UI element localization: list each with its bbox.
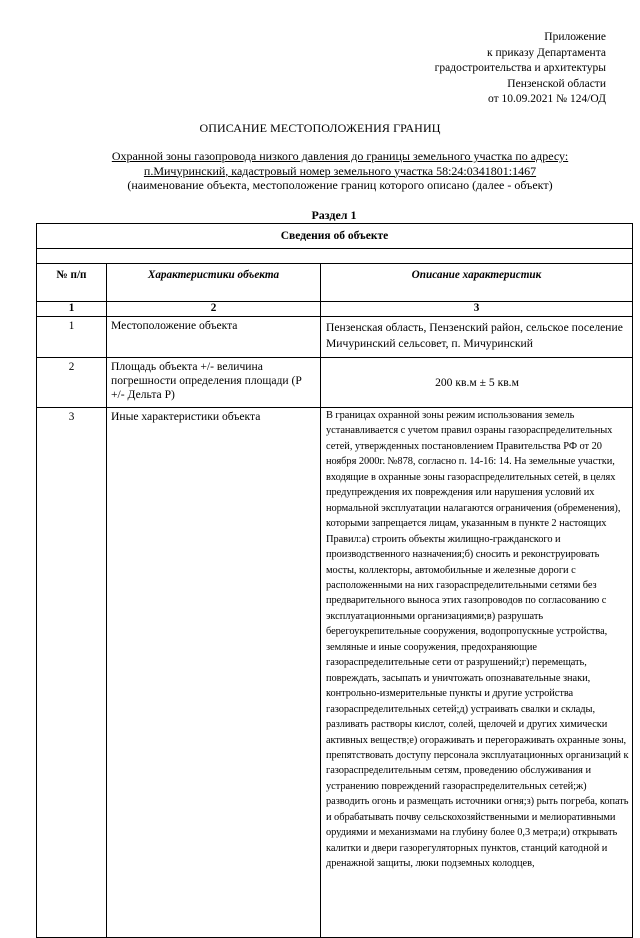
row-number: 3 xyxy=(37,408,107,938)
row-characteristic: Иные характеристики объекта xyxy=(107,408,321,938)
approval-line-2: к приказу Департамента xyxy=(487,46,606,59)
row-description: Пензенская область, Пензенский район, сельское поселение Мичуринский сельсовет, п. Мичуринский xyxy=(321,317,633,358)
approval-line-3: градостроительства и архитектуры xyxy=(434,62,606,75)
section-label: Раздел 1 xyxy=(311,208,357,222)
column-header-description: Описание характеристик xyxy=(321,264,633,302)
column-number-row xyxy=(37,302,633,317)
column-header-num: № п/п xyxy=(37,264,107,302)
column-number-2: 2 xyxy=(107,302,321,317)
row-characteristic: Площадь объекта +/- величина погрешности определения площади (Р +/- Дельта Р) xyxy=(107,358,321,408)
column-number-1: 1 xyxy=(37,302,107,317)
table-row xyxy=(37,358,633,408)
table-row xyxy=(37,317,633,358)
approval-line-1: Приложение xyxy=(544,31,606,43)
row-description: 200 кв.м ± 5 кв.м xyxy=(321,358,633,408)
row-number: 1 xyxy=(37,317,107,358)
column-number-3: 3 xyxy=(321,302,633,317)
object-info-table xyxy=(36,223,633,938)
document-title: ОПИСАНИЕ МЕСТОПОЛОЖЕНИЯ ГРАНИЦ xyxy=(199,121,441,135)
approval-line-4: Пензенской области xyxy=(507,77,606,90)
approval-line-5: от 10.09.2021 № 124/ОД xyxy=(488,93,606,106)
row-number: 2 xyxy=(37,358,107,408)
object-caption: (наименование объекта, местоположение границ которого описано (далее - объект) xyxy=(127,178,553,193)
table-row xyxy=(37,408,633,938)
approval-block xyxy=(435,30,606,108)
column-header-characteristic: Характеристики объекта xyxy=(107,264,321,302)
row-description-container xyxy=(321,408,633,938)
object-description xyxy=(40,149,640,193)
object-name-line-1: Охранной зоны газопровода низкого давления до границы земельного участка по адресу: xyxy=(111,149,569,163)
object-name-line-2: п.Мичуринский, кадастровый номер земельного участка 58:24:0341801:1467 xyxy=(143,163,537,178)
row-characteristic: Местоположение объекта xyxy=(107,317,321,358)
table-heading: Сведения об объекте xyxy=(37,224,633,249)
row-description: В границах охранной зоны режим использования земель устанавливается с учетом правил озраны газораспределительных сетей, утвержденных постановлением Правительства РФ от 20 ноября 2000г. №878, согласно п. 14-16: 14. На земельные участки, входящие в охранные зоны газораспределительных сетей, в целях предупреждения их повреждения или нарушения условий их нормальной эксплуатации налагаются ограничения (обременения), которыми запрещается лицам, указанным в пункте 2 настоящих Правил:а) строить объекты жилищно-гражданского и производственного назначения;б) сносить и реконструировать мосты, коллекторы, автомобильные и железные дороги с расположенными на них газораспределительными сетями без предварительного выноса этих газопроводов по согласованию с эксплуатационными организациями;в) разрушать берегоукрепительные сооружения, водопропускные устройства, земляные и иные сооружения, предохраняющие газораспределительные сети от разрушений;г) перемещать, повреждать, засыпать и уничтожать опознавательные знаки, контрольно-измерительные пункты и другие устройства газораспределительных сетей;д) устраивать свалки и склады, разливать растворы кислот, солей, щелочей и других химически активных веществ;е) огораживать и перегораживать охранные зоны, препятствовать доступу персонала эксплуатационных организаций к газораспределительным сетям, проведению обслуживания и устранению повреждений газораспределительных сетей;ж) разводить огонь и размещать источники огня;з) рыть погреба, копать и обрабатывать почву сельскохозяйственными и мелиоративными орудиями и механизмами на глубину более 0,3 метра;и) открывать калитки и двери газорегуляторных пунктов, станций катодной и дренажной защиты, люки подземных колодцев, xyxy=(326,410,629,870)
table-spacer-row xyxy=(37,249,633,264)
